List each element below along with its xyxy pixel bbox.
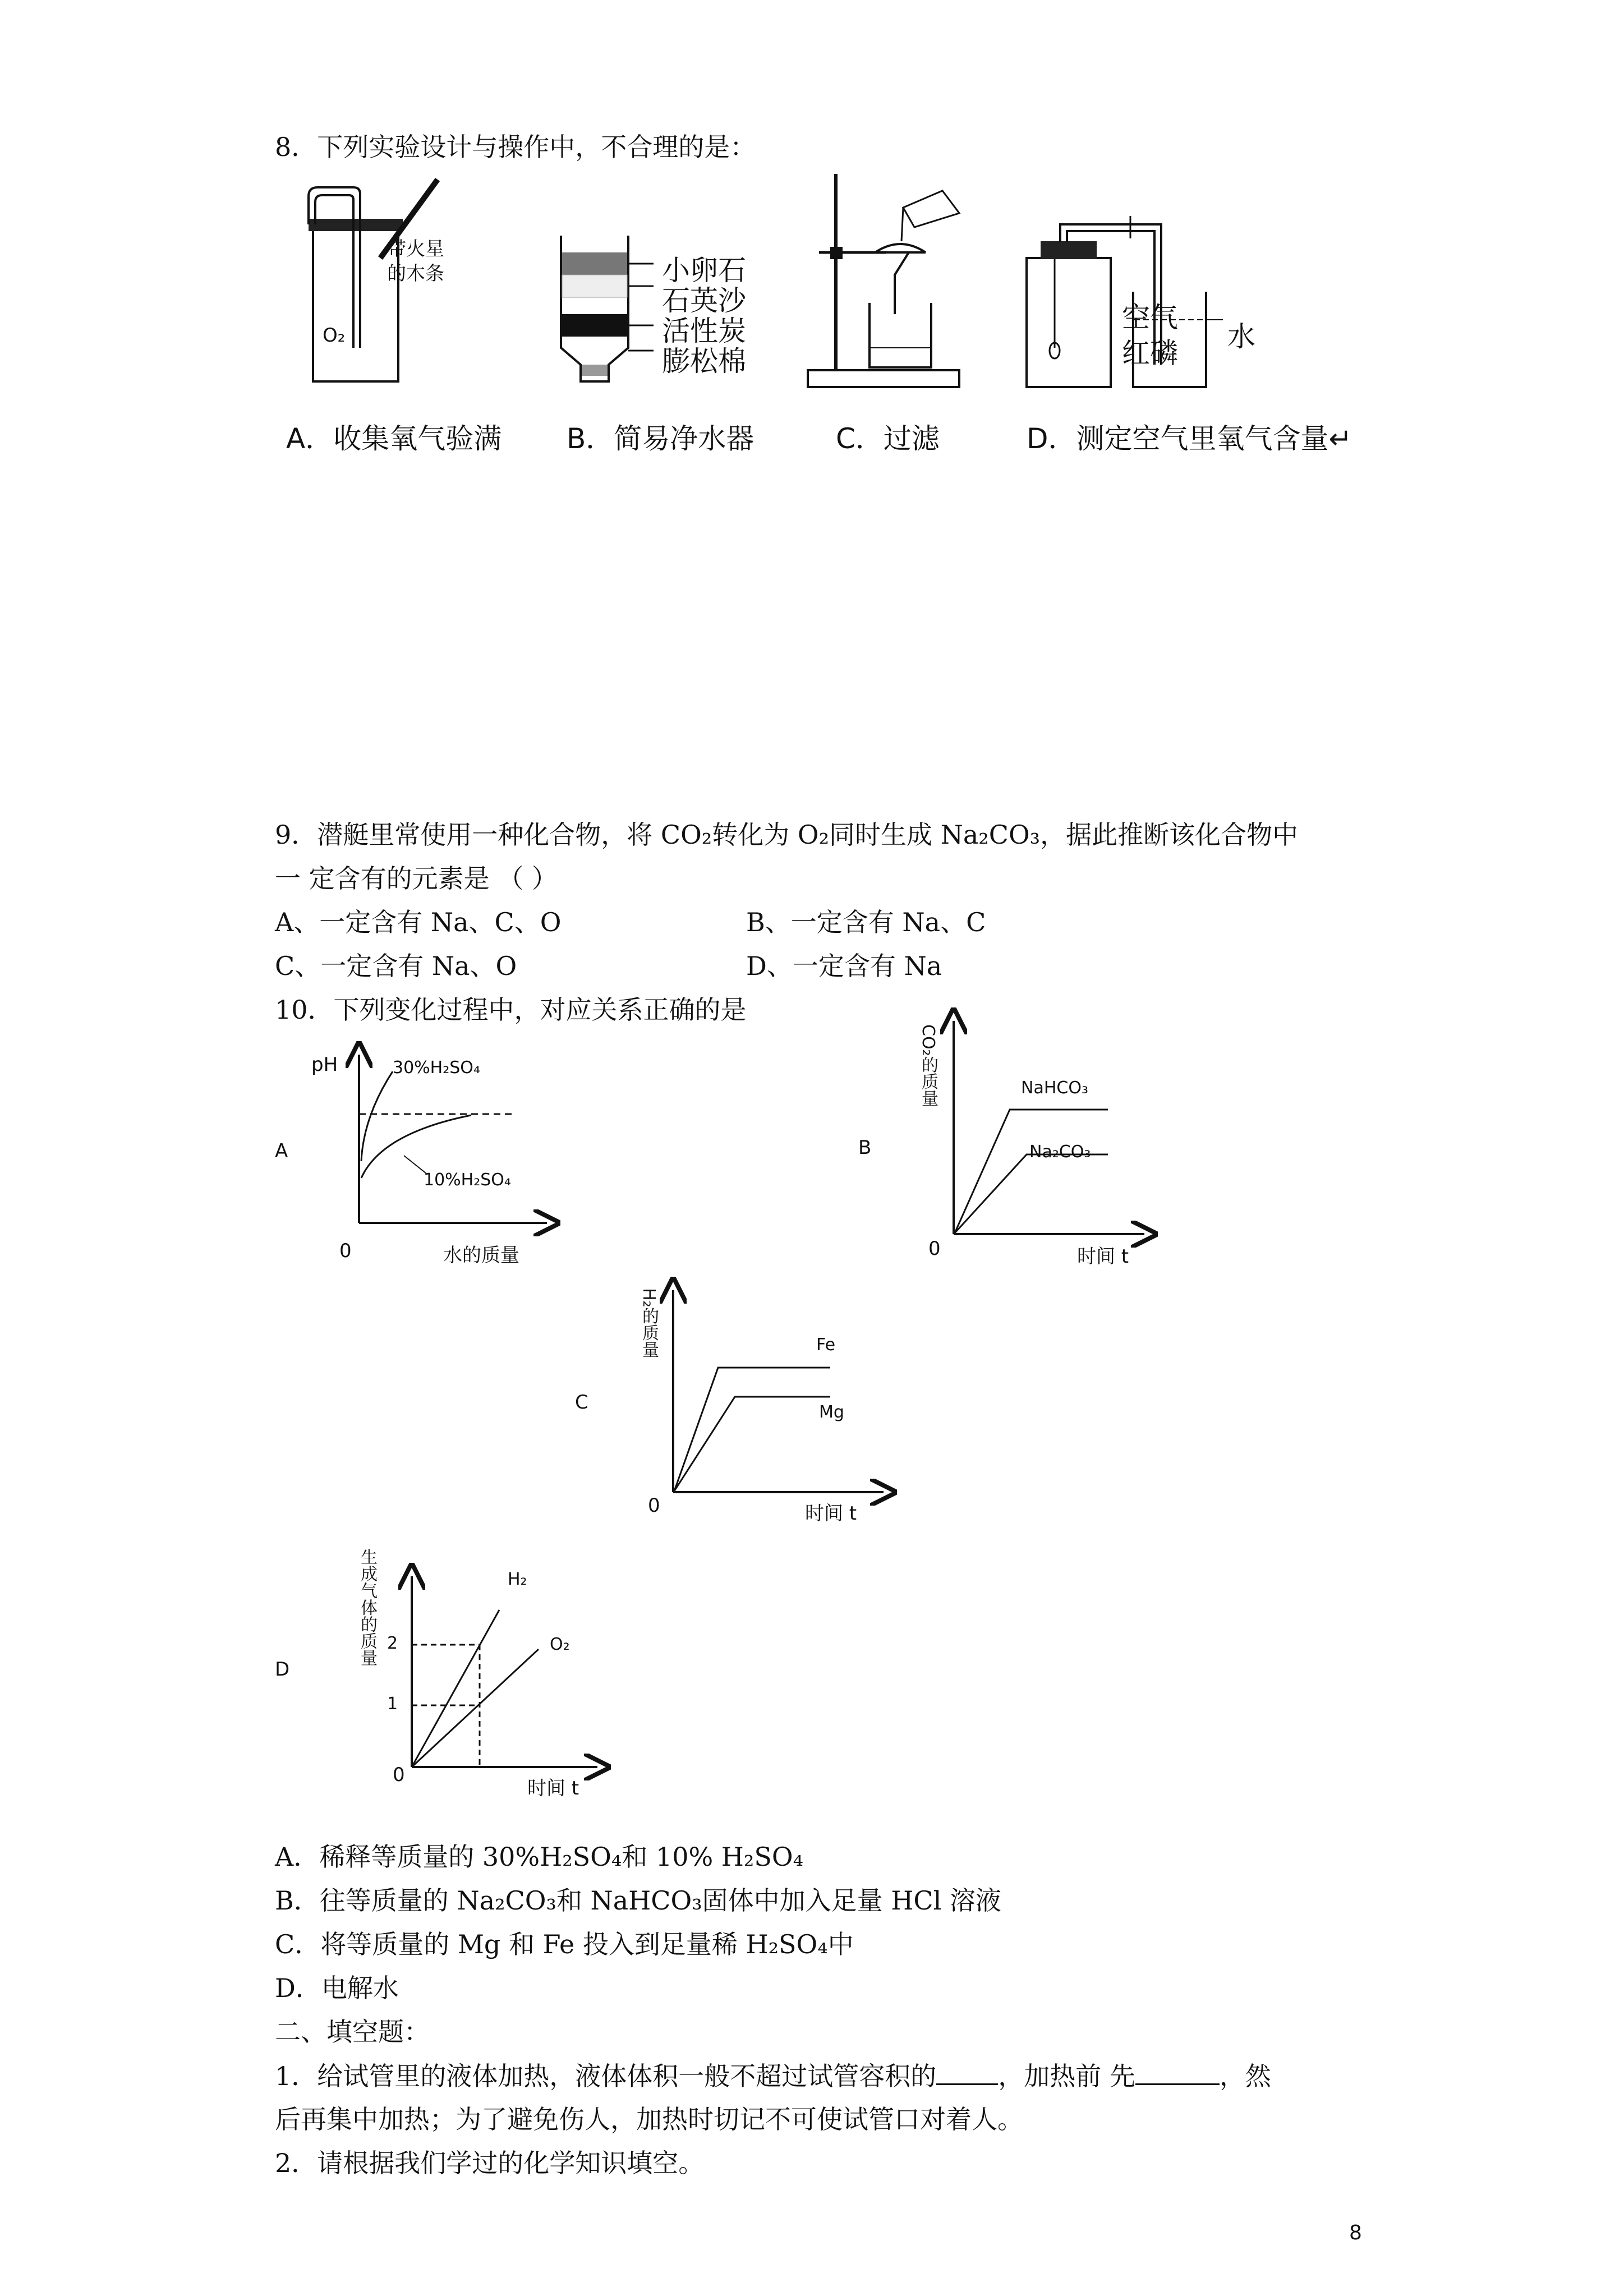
graph-d-ylabel: 生成气体的质量 [357,1548,377,1666]
q9-option-d: D、一定含有 Na [746,951,942,981]
apparatus-a-gas-bottle [297,180,482,393]
fill-q1-part-a: 1．给试管里的液体加热，液体体积一般不超过试管容积的 [275,2061,937,2091]
q10-option-b: B．往等质量的 Na₂CO₃和 NaHCO₃固体中加入足量 HCl 溶液 [275,1885,1001,1916]
q9-option-c: C、一定含有 Na、O [275,951,517,981]
graph-d-curve2-label: O₂ [550,1635,570,1654]
graph-d-line-o2 [412,1649,539,1767]
page-number: 8 [1349,2221,1362,2244]
q8-stem: 8．下列实验设计与操作中，不合理的是： [275,132,756,162]
fill-q1-part-b: ，加热前 先 [998,2061,1135,2091]
label-water: 水 [1227,320,1255,353]
graph-b-origin: 0 [928,1237,941,1260]
label-air: 空气 [1122,301,1178,334]
graph-a-xlabel: 水的质量 [443,1244,519,1267]
graph-b-curve2-label: Na₂CO₃ [1029,1142,1091,1162]
graph-a-curve1-label: 30%H₂SO₄ [393,1058,480,1078]
graph-a-letter: A [275,1140,288,1162]
q10-stem: 10．下列变化过程中，对应关系正确的是 [275,995,747,1025]
graph-b [948,1015,1150,1240]
graph-b-curve-nahco3 [955,1110,1108,1233]
fill-blank-1[interactable] [936,2059,998,2085]
graph-a-curve-10pct [361,1115,471,1178]
caption-b: B．简易净水器 [567,422,755,455]
q10-option-a: A．稀释等质量的 30%H₂SO₄和 10% H₂SO₄ [275,1842,804,1872]
graph-a-ylabel: pH [311,1053,338,1076]
graph-b-xlabel: 时间 t [1077,1245,1129,1268]
graph-c-ylabel: H₂的质量 [639,1288,659,1358]
q10-option-d: D．电解水 [275,1973,399,2003]
label-o2: O₂ [323,324,346,347]
graph-c-letter: C [575,1391,588,1414]
graph-d [404,1571,606,1778]
q9-stem-line2: 一 定含有的元素是 （ ） [275,863,558,894]
graph-d-letter: D [275,1658,290,1681]
apparatus-b-water-purifier [555,230,634,387]
graph-c-origin: 0 [648,1494,660,1517]
label-quartz-sand: 石英沙 [662,284,746,317]
q9-option-a: A、一定含有 Na、C、O [275,907,562,937]
graph-c [668,1285,892,1498]
section2-heading: 二、填空题： [275,2017,430,2047]
q9-option-b: B、一定含有 Na、C [746,907,986,937]
label-activated-carbon: 活性炭 [662,315,746,347]
caption-d: D．测定空气里氧气含量↵ [1027,422,1352,455]
label-glowing-stick-1: 带火星 [387,238,444,260]
label-glowing-stick-2: 的木条 [387,263,444,285]
label-red-phosphorus: 红磷 [1122,337,1178,370]
graph-c-curve1-label: Fe [816,1335,836,1355]
graph-d-line-h2 [412,1610,499,1767]
graph-b-letter: B [858,1137,872,1159]
graph-d-curve1-label: H₂ [508,1570,527,1589]
graph-c-curve-mg [674,1397,830,1491]
graph-d-tick-2: 2 [387,1634,398,1653]
graph-d-tick-1: 1 [387,1694,398,1714]
fill-q2: 2．请根据我们学过的化学知识填空。 [275,2148,705,2178]
apparatus-c-filtration [808,168,976,393]
graph-d-xlabel: 时间 t [527,1777,579,1800]
graph-c-curve-fe [674,1368,830,1491]
graph-b-curve1-label: NaHCO₃ [1021,1078,1088,1098]
q10-option-c: C．将等质量的 Mg 和 Fe 投入到足量稀 H₂SO₄中 [275,1929,854,1959]
caption-a: A．收集氧气验满 [286,422,502,455]
graph-c-curve2-label: Mg [819,1402,844,1422]
fill-q1-line2: 后再集中加热；为了避免伤人，加热时切记不可使试管口对着人。 [275,2104,1023,2134]
q9-stem-line1: 9．潜艇里常使用一种化合物，将 CO₂转化为 O₂同时生成 Na₂CO₃，据此推断该化合物中 [275,820,1299,850]
fill-q1-part-c: ，然 [1219,2061,1271,2091]
graph-b-curve-na2co3 [955,1154,1108,1233]
label-pebbles: 小卵石 [662,254,746,287]
fill-q1-line1 [275,2059,1271,2093]
fill-blank-2[interactable] [1135,2059,1220,2085]
graph-b-ylabel: CO₂的质量 [918,1024,938,1107]
graph-a-curve2-label: 10%H₂SO₄ [424,1170,511,1190]
graph-a-origin: 0 [339,1240,352,1262]
caption-c: C．过滤 [836,422,940,455]
label-cotton: 膨松棉 [662,345,746,378]
graph-c-xlabel: 时间 t [805,1502,857,1525]
graph-d-origin: 0 [393,1764,405,1786]
